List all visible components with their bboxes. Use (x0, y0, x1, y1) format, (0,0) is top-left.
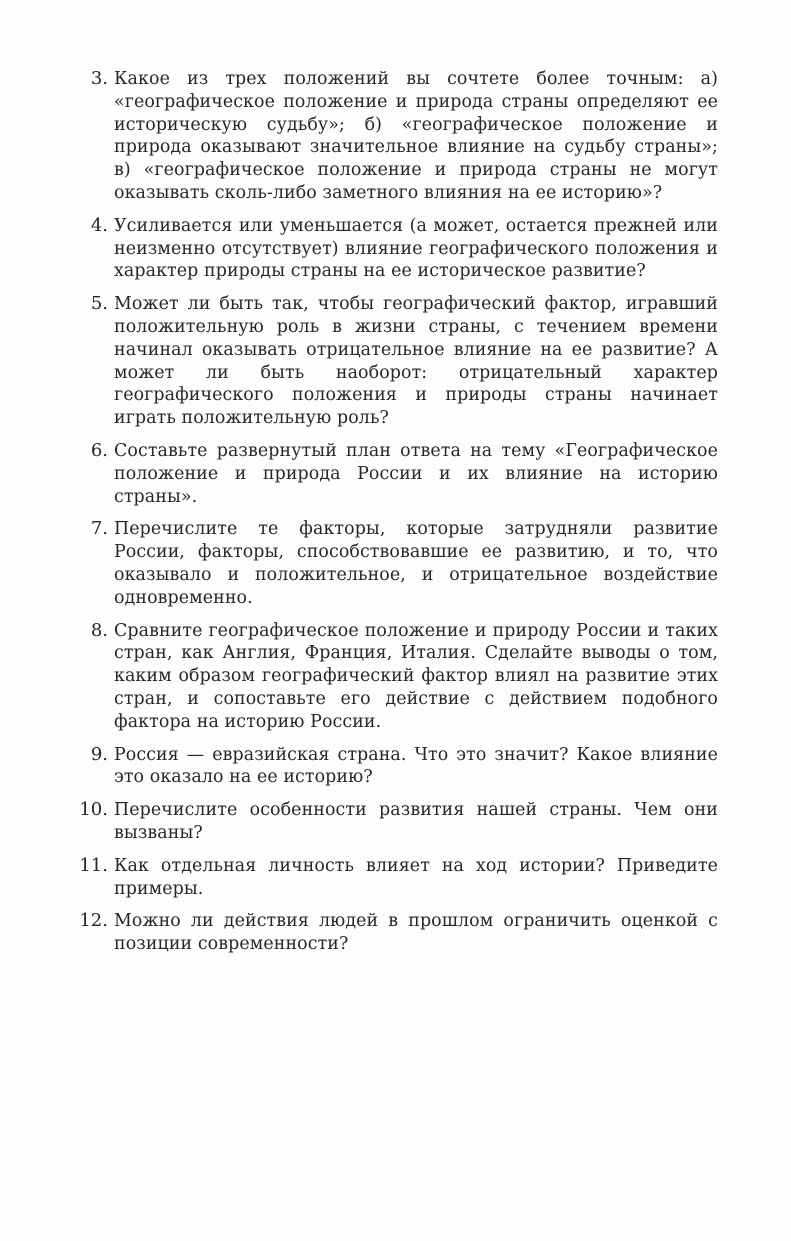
question-text: Составьте развернутый план ответа на тему «Географическое положение и природа России и их влияние на историю страны». (114, 440, 718, 507)
question-text: Какое из трех положений вы сочтете более точным: а) «географическое положение и природа страны определяют ее историческую судьбу»; б) «географическое положение и природа оказывают значительное влияние на судьбу страны»; в) «географическое положение и природа страны не могут оказывать сколь-либо заметного влияния на ее историю»? (114, 69, 718, 203)
question-text: Усиливается или уменьшается (а может, остается прежней или неизменно отсутствует) влияние географического положения и характер природы страны на ее историческое развитие? (114, 215, 718, 282)
question-number: 5. (90, 293, 108, 315)
question-item (78, 620, 718, 734)
question-number: 4. (90, 214, 108, 236)
question-number: 6. (90, 439, 108, 461)
question-text: Россия — евразийская страна. Что это значит? Какое влияние это оказало на ее историю? (114, 744, 718, 788)
question-item (78, 855, 718, 901)
question-number: 3. (90, 68, 108, 89)
question-text: Перечислите те факторы, которые затрудняли развитие России, факторы, способствовавшие ее развитию, и то, что оказывало и положительное, и отрицательное воздействие одновременно. (114, 519, 718, 608)
question-list (78, 68, 718, 966)
question-number: 7. (90, 518, 108, 540)
question-item (78, 215, 718, 283)
question-number: 8. (90, 619, 108, 641)
question-item (78, 799, 718, 845)
question-item (78, 910, 718, 956)
question-number: 11. (79, 854, 108, 876)
question-item (78, 68, 718, 205)
question-item (78, 744, 718, 790)
question-number: 9. (90, 743, 108, 765)
question-text: Перечислите особенности развития нашей страны. Чем они вызваны? (114, 800, 718, 843)
question-number: 10. (79, 799, 108, 821)
question-item (78, 293, 718, 430)
question-text: Можно ли действия людей в прошлом ограничить оценкой с позиции современности? (114, 911, 718, 955)
question-text: Как отдельная личность влияет на ход истории? Приведите примеры. (114, 855, 718, 899)
question-item (78, 518, 718, 609)
question-text: Может ли быть так, чтобы географический фактор, игравший положительную роль в жизни страны, с течением времени начинал оказывать отрицательное влияние на ее развитие? А может ли быть наоборот: отрицательный характер географического положения и природы страны начинает играть положительную роль? (114, 294, 718, 429)
question-item (78, 440, 718, 508)
question-text: Сравните географическое положение и природу России и таких стран, как Англия, Франция, Италия. Сделайте выводы о том, каким образом географический фактор влиял на развитие этих стран, и сопоставьте его действие с действием подобного фактора на историю России. (114, 620, 718, 732)
question-number: 12. (79, 910, 108, 932)
